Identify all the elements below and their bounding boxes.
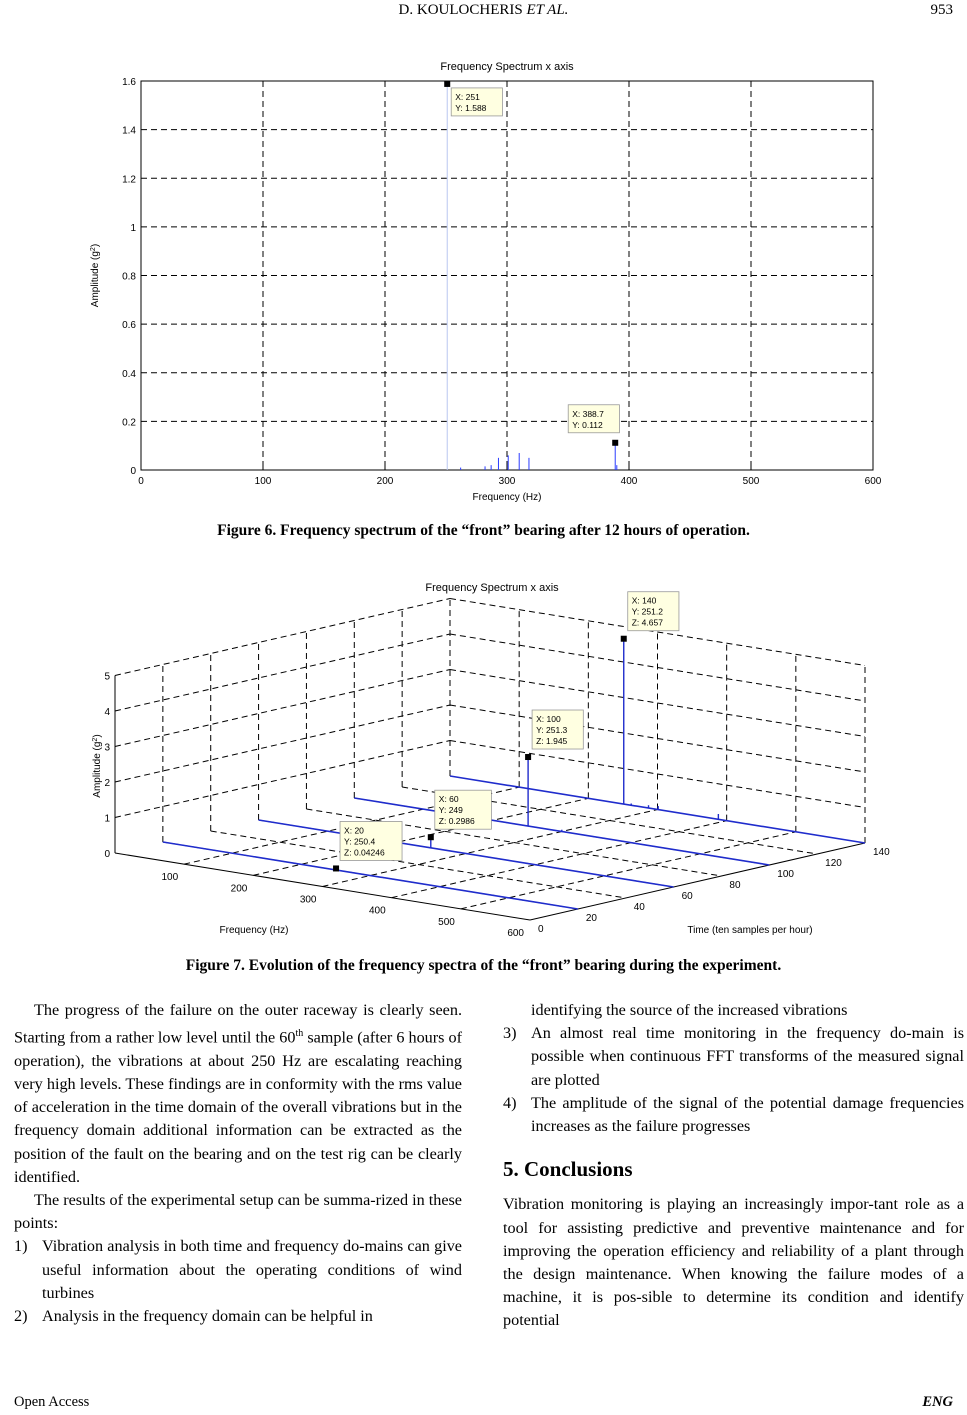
authors-plain: D. KOULOCHERIS	[398, 2, 527, 18]
y-tick-label: 1.4	[122, 125, 136, 137]
conclusions-paragraph: Vibration monitoring is playing an increasingly impor-tant role as a tool for assisting predictive and preventive maintenance and for improving the operation efficiency and reliability of a plant through the design maintenance. When knowing the failure modes of a machine, it is pos-sible to determine its condition and identify potential	[503, 1195, 964, 1330]
amp-tick-label: 4	[104, 707, 110, 718]
time-tick-label: 20	[585, 913, 597, 924]
back-wall-gridline	[115, 705, 450, 782]
time-axis-label: Time (ten samples per hour)	[687, 925, 813, 936]
list-item-2-continued	[503, 999, 964, 1022]
x-tick-label: 300	[498, 476, 516, 487]
y-tick-label: 0	[130, 466, 136, 477]
time-tick-label: 60	[681, 891, 693, 902]
list-text: The amplitude of the signal of the potential damage frequencies increases as the failure progresses	[531, 1093, 964, 1136]
y-tick-label: 0.2	[122, 417, 136, 429]
datatip-line: Y: 250.4	[344, 836, 376, 847]
y-tick-label: 0.4	[122, 368, 136, 380]
x-tick-label: 0	[138, 476, 144, 487]
datatip-line: Y: 249	[438, 805, 463, 816]
datatip-line: X: 251	[455, 91, 480, 102]
freq-tick-label: 400	[368, 905, 386, 917]
datatip-line: Z: 1.945	[536, 736, 568, 747]
amp-tick-label: 1	[104, 813, 110, 825]
list-item-4	[503, 1092, 964, 1138]
body-paragraph-1	[14, 999, 462, 1189]
datatip-line: Y: 251.2	[631, 606, 663, 617]
list-number: 2)	[14, 1307, 28, 1326]
datatip-line: Y: 1.588	[455, 102, 487, 113]
x-tick-label: 400	[620, 476, 638, 487]
datatip-line: X: 388.7	[572, 408, 604, 419]
figure-6-caption: Figure 6. Frequency spectrum of the “front” bearing after 12 hours of operation.	[217, 522, 750, 539]
list-text: identifying the source of the increased vibrations	[531, 1001, 848, 1019]
time-tick-label: 100	[777, 869, 794, 880]
x-tick-label: 500	[742, 476, 760, 487]
back-wall-gridline	[115, 670, 450, 747]
list-text: Analysis in the frequency domain can be helpful in	[42, 1307, 373, 1326]
footer-journal: ENG	[922, 1394, 953, 1410]
datatip-line: X: 140	[631, 595, 657, 606]
datatip-line: Z: 0.04246	[344, 847, 385, 858]
time-tick-label: 120	[825, 858, 842, 869]
freq-axis	[115, 853, 530, 920]
freq-tick-label: 200	[230, 883, 248, 895]
y-tick-label: 1.6	[122, 77, 136, 88]
right-column	[503, 999, 964, 1333]
list-text: An almost real time monitoring in the frequency do-main is possible when continuous FFT transforms of the measured signal are plotted	[531, 1024, 964, 1089]
x-tick-label: 100	[254, 476, 272, 487]
body-paragraph-2: The results of the experimental setup can be summa-rized in these points:	[14, 1191, 462, 1233]
datatip-marker	[428, 834, 434, 840]
list-item-3	[503, 1022, 964, 1092]
datatip-line: Y: 0.112	[572, 419, 603, 430]
footer-open-access: Open Access	[14, 1394, 90, 1410]
list-text: Vibration analysis in both time and frequency do-mains can give useful information about the operating conditions of wind turbines	[42, 1237, 462, 1302]
time-tick-label: 140	[873, 847, 890, 858]
datatip-marker	[621, 636, 627, 642]
para1-text-b: sample (after 6 hours of operation), the vibrations at about 250 Hz are escalating reaching very high levels. These findings are in conformity with the rms value of acceleration in the time domain of the overall vibrations but in the frequency domain additional information can be extracted as the position of the fault on the bearing and on the test rig can be clearly identified.	[14, 1028, 462, 1186]
datatip-line: Y: 251.3	[536, 725, 568, 736]
amp-tick-label: 5	[104, 671, 110, 683]
page-number: 953	[930, 2, 953, 18]
datatip-line: Z: 4.657	[631, 617, 663, 628]
y-tick-label: 1	[130, 222, 136, 234]
freq-tick-label: 100	[161, 872, 179, 884]
authors-italic: ET AL.	[526, 2, 569, 18]
time-tick-label: 40	[633, 902, 645, 913]
figure-7-caption: Figure 7. Evolution of the frequency spectra of the “front” bearing during the experiment.	[185, 957, 782, 974]
y-tick-label: 0.8	[122, 271, 136, 283]
section-heading-conclusions: 5. Conclusions	[503, 1157, 633, 1182]
x-tick-label: 200	[376, 476, 394, 487]
freq-axis-label: Frequency (Hz)	[219, 925, 289, 936]
y-tick-label: 1.2	[122, 174, 136, 186]
datatip-line: X: 60	[438, 794, 459, 805]
back-wall-gridline	[115, 599, 450, 676]
list-number: 3)	[503, 1024, 517, 1043]
freq-tick-label: 500	[438, 916, 455, 928]
left-column	[14, 999, 462, 1328]
datatip-line: X: 100	[536, 714, 561, 725]
y-tick-label: 0.6	[122, 320, 136, 332]
datatip-marker	[525, 754, 531, 760]
y-axis-label: Amplitude $(g^2)$	[89, 243, 101, 308]
amp-tick-label: 0	[104, 849, 110, 860]
amp-tick-label: 2	[104, 778, 110, 789]
list-item-2	[14, 1305, 462, 1328]
spectrum-baseline	[259, 820, 674, 887]
back-wall-gridline	[115, 634, 450, 711]
chart-title: Frequency Spectrum x axis	[425, 582, 559, 594]
x-axis-label: Frequency (Hz)	[472, 492, 542, 503]
list-number: 4)	[503, 1093, 517, 1112]
list-item-1	[14, 1235, 462, 1305]
time-tick-label: 0	[538, 924, 544, 935]
amp-axis-label: Amplitude $(g^2)$	[91, 734, 103, 798]
datatip-line: Z: 0.2986	[438, 816, 475, 827]
freq-tick-label: 600	[507, 928, 524, 939]
freq-tick-label: 300	[299, 894, 317, 906]
time-tick-label: 80	[729, 880, 741, 891]
floor-gridline	[211, 831, 626, 898]
datatip-line: X: 20	[344, 825, 364, 836]
amp-tick-label: 3	[104, 742, 110, 754]
chart-title: Frequency Spectrum x axis	[440, 61, 574, 73]
para1-superscript: th	[295, 1028, 304, 1040]
x-tick-label: 600	[864, 476, 882, 487]
datatip-marker	[333, 865, 339, 871]
para1-text-a: The progress of the failure on the outer raceway is clearly seen. Starting from a rather low level until the 60	[14, 1001, 462, 1047]
list-number: 1)	[14, 1237, 28, 1256]
